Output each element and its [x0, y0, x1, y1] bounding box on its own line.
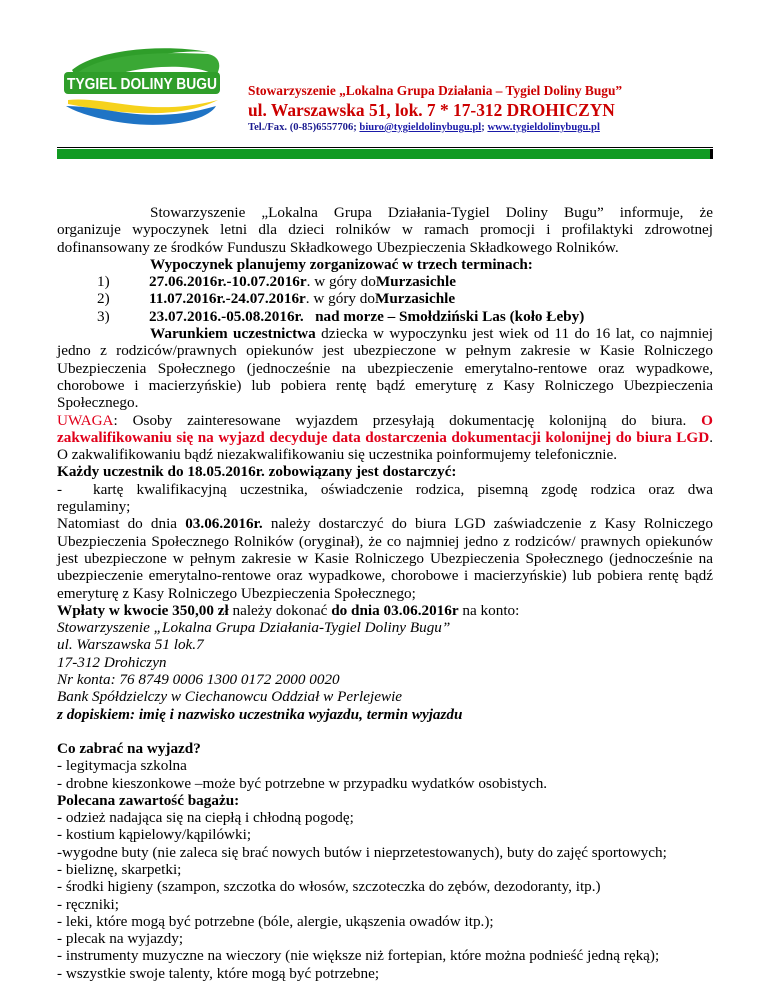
term-item: [57, 290, 713, 307]
luggage-item: - odzież nadająca się na ciepłą i chłodną pogodę;: [57, 809, 354, 827]
logo-text: TYGIEL DOLINY BUGU: [67, 76, 217, 93]
term-place: Smołdziński Las (koło Łeby): [399, 307, 585, 325]
luggage-item: - środki higieny (szampon, szczotka do włosów, szczoteczka do zębów, dezodoranty, itp.): [57, 878, 601, 896]
payment-deadline: do dnia 03.06.2016r: [331, 601, 459, 619]
bring-heading: Co zabrać na wyjazd?: [57, 739, 201, 757]
term-number: 2): [97, 290, 110, 308]
uwaga-paragraph: [57, 412, 713, 464]
bring-item: - legitymacja szkolna: [57, 757, 187, 775]
luggage-item: - plecak na wyjazdy;: [57, 930, 184, 948]
krus-text: należy dostarczyć do biura LGD zaświadczenie z Kasy Rolniczego Ubezpieczenia Społecznego Rolników (oryginał), że co najmniej jedno z rodziców/ prawnych opiekunów jest ubezpieczone w pełnym zakresie w Kasie Rolniczego Ubezpieczenia Społecznego (jednocześnie na ubezpieczenie emerytalno-rentowe oraz wypadkowe, chorobowe i macierzyńskie) lub pobiera rentę bądź emeryturę z Kasy Rolniczego Ubezpieczenia Społecznego;: [57, 515, 713, 602]
spacer: [57, 723, 713, 740]
term-date: 23.07.2016.-05.08.2016r.: [149, 307, 304, 325]
deadline-item: [57, 481, 713, 498]
term-place: Murzasichle: [375, 273, 456, 291]
payment-line: [57, 602, 713, 619]
luggage-item: - instrumenty muzyczne na wieczory (nie większe niż fortepian, które można podnieść jedną ręką);: [57, 947, 660, 965]
krus-date: 03.06.2016r.: [185, 515, 263, 533]
terms-heading: Wypoczynek planujemy zorganizować w trzech terminach:: [150, 255, 533, 273]
header-separator: ;: [481, 122, 488, 133]
uwaga-after: . O zakwalifikowaniu bądź niezakwalifikowaniu się uczestnika poinformujemy telefonicznie.: [57, 428, 713, 464]
condition-paragraph: [57, 325, 713, 411]
payment-recipient: Stowarzyszenie „Lokalna Grupa Działania-Tygiel Doliny Bugu”: [57, 619, 451, 637]
luggage-item: - kostium kąpielowy/kąpilówki;: [57, 826, 252, 844]
term-place: Murzasichle: [374, 290, 456, 308]
header-rule-green: [57, 149, 713, 159]
term-number: 1): [97, 273, 110, 291]
term-desc: nad morze –: [303, 307, 400, 325]
header-email-link[interactable]: biuro@tygieldolinybugu.pl: [359, 122, 482, 133]
payment-bank: Bank Spółdzielczy w Ciechanowcu Oddział w Perlejewie: [57, 688, 403, 706]
term-item: [57, 308, 713, 325]
header-contact: [248, 122, 600, 133]
header-www-link[interactable]: www.tygieldolinybugu.pl: [487, 122, 600, 133]
payment-note: z dopiskiem: imię i nazwisko uczestnika wyjazdu, termin wyjazdu: [57, 705, 463, 723]
uwaga-warning: O zakwalifikowaniu się na wyjazd decyduje data dostarczenia dokumentacji kolonijnej do biura LGD: [57, 411, 713, 446]
header-tel: Tel./Fax. (0-85)6557706;: [248, 122, 360, 133]
term-number: 3): [97, 307, 110, 325]
term-desc: . w góry do: [306, 273, 376, 291]
deadline-item-rest: regulaminy;: [57, 498, 131, 516]
krus-paragraph: [57, 515, 713, 601]
payment-amount: Wpłaty w kwocie 350,00 zł: [57, 601, 229, 619]
payment-end: na konto:: [458, 601, 520, 619]
luggage-item: - ręczniki;: [57, 895, 119, 913]
luggage-item: - wszystkie swoje talenty, które mogą być potrzebne;: [57, 964, 380, 982]
luggage-item: - leki, które mogą być potrzebne (bóle, alergie, ukąszenia owadów itp.);: [57, 912, 494, 930]
payment-account-number: Nr konta: 76 8749 0006 1300 0172 2000 0020: [57, 671, 340, 689]
tygiel-doliny-bugu-logo: [58, 40, 226, 126]
bring-item: - drobne kieszonkowe –może być potrzebne w przypadku wydatków osobistych.: [57, 774, 548, 792]
intro-line-2: organizuje wypoczynek letni dla dzieci rolników w ramach promocji i profilaktyki zdrowotnej: [57, 221, 713, 239]
uwaga-label: UWAGA: [57, 411, 114, 429]
term-date: 11.07.2016r.-24.07.2016r: [149, 290, 306, 308]
condition-text: dziecka w wypoczynku jest wiek od 11 do 16 lat, co najmniej jedno z rodziców/prawnych opiekunów jest ubezpieczone w pełnym zakresie w Kasie Rolniczego Ubezpieczenia Społecznego (jednocześnie na ubezpieczenie emerytalno-rentowe oraz wypadkowe, chorobowe i macierzyńskie) lub pobiera rentę bądź emeryturę z Kasy Rolniczego Ubezpieczenia Społecznego.: [57, 325, 713, 412]
intro-line-1: Stowarzyszenie „Lokalna Grupa Działania-Tygiel Doliny Bugu” informuje, że: [150, 204, 713, 221]
header-rule-thin: [57, 147, 713, 148]
payment-street: ul. Warszawska 51 lok.7: [57, 636, 204, 654]
krus-pre: Natomiast do dnia: [57, 515, 186, 533]
luggage-item: - bieliznę, skarpetki;: [57, 860, 182, 878]
term-date: 27.06.2016r.-10.07.2016r: [149, 273, 307, 291]
deadline-item-first: kartę kwalifikacyjną uczestnika, oświadczenie rodzica, pisemną zgodę rodzica oraz dwa: [93, 480, 713, 498]
intro-line-3: dofinansowany ze środków Funduszu Składkowego Ubezpieczenia Składkowego Rolników.: [57, 238, 619, 256]
deadline-heading: Każdy uczestnik do 18.05.2016r. zobowiązany jest dostarczyć:: [57, 463, 457, 481]
uwaga-text: : Osoby zainteresowane wyjazdem przesyłają dokumentację kolonijną do biura.: [113, 411, 702, 429]
condition-heading: Warunkiem uczestnictwa: [150, 325, 316, 343]
header-address: ul. Warszawska 51, lok. 7 * 17-312 DROHICZYN: [248, 100, 615, 120]
terms-list: [57, 273, 713, 325]
header-organization: Stowarzyszenie „Lokalna Grupa Działania – Tygiel Doliny Bugu”: [248, 83, 623, 98]
payment-mid: należy dokonać: [228, 601, 332, 619]
term-item: [57, 273, 713, 290]
deadline-dash: -: [57, 480, 63, 498]
document-body: [57, 204, 713, 982]
luggage-item: -wygodne buty (nie zaleca się brać nowych butów i nieprzetestowanych), buty do zajęć sportowych;: [57, 843, 667, 861]
luggage-heading: Polecana zawartość bagażu:: [57, 791, 240, 809]
term-desc: . w góry do: [305, 290, 375, 308]
payment-city: 17-312 Drohiczyn: [57, 653, 167, 671]
